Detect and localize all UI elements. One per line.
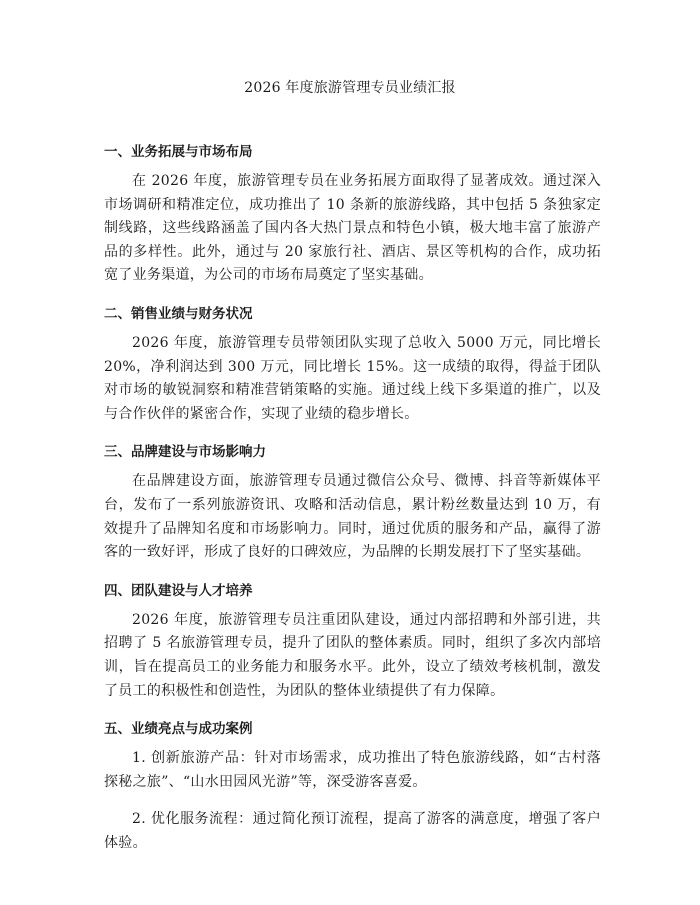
section-paragraph: 2026 年度，旅游管理专员带领团队实现了总收入 5000 万元，同比增长 20%，净利润达到 300 万元，同比增长 15%。这一成绩的取得，得益于团队对市场的敏锐洞察和精准营销策略的实施。通过线上线下多渠道的推广，以及与合作伙伴的紧密合作，实现了业绩的稳步增长。 [104,334,601,422]
section-paragraph: 在品牌建设方面，旅游管理专员通过微信公众号、微博、抖音等新媒体平台，发布了一系列旅游资讯、攻略和活动信息，累计粉丝数量达到 10 万，有效提升了品牌知名度和市场影响力。同时，通过优质的服务和产品，赢得了游客的一致好评，形成了良好的口碑效应，为品牌的长期发展打下了坚实基础。 [104,473,601,561]
document-body [104,142,601,869]
section-highlights [104,719,601,855]
section-heading: 二、销售业绩与财务状况 [104,305,253,322]
section-paragraph: 在 2026 年度，旅游管理专员在业务拓展方面取得了显著成效。通过深入市场调研和精准定位，成功推出了 10 条新的旅游线路，其中包括 5 条独家定制线路，这些线路涵盖了国内各大热门景点和特色小镇，极大地丰富了旅游产品的多样性。此外，通过与 20 家旅行社、酒店、景区等机构的合作，成功拓宽了业务渠道，为公司的市场布局奠定了坚实基础。 [104,173,601,284]
section-heading: 四、团队建设与人才培养 [104,582,253,599]
section-heading: 一、业务拓展与市场布局 [104,144,253,160]
list-item: 2. 优化服务流程：通过简化预订流程，提高了游客的满意度，增强了客户体验。 [104,811,601,851]
section-business-expansion [104,142,601,288]
section-heading: 三、品牌建设与市场影响力 [104,444,266,461]
section-sales-finance [104,304,601,426]
section-heading: 五、业绩亮点与成功案例 [104,721,253,738]
section-brand-building [104,442,601,564]
section-paragraph: 2026 年度，旅游管理专员注重团队建设，通过内部招聘和外部引进，共招聘了 5 名旅游管理专员，提升了团队的整体素质。同时，组织了多次内部培训，旨在提高员工的业务能力和服务水平。此外，设立了绩效考核机制，激发了员工的积极性和创造性，为团队的整体业绩提供了有力保障。 [104,611,601,699]
document-title: 2026 年度旅游管理专员业绩汇报 [244,80,456,96]
section-team-building [104,581,601,703]
list-item: 1. 创新旅游产品：针对市场需求，成功推出了特色旅游线路，如“古村落探秘之旅”、“山水田园风光游”等，深受游客喜爱。 [104,750,601,790]
